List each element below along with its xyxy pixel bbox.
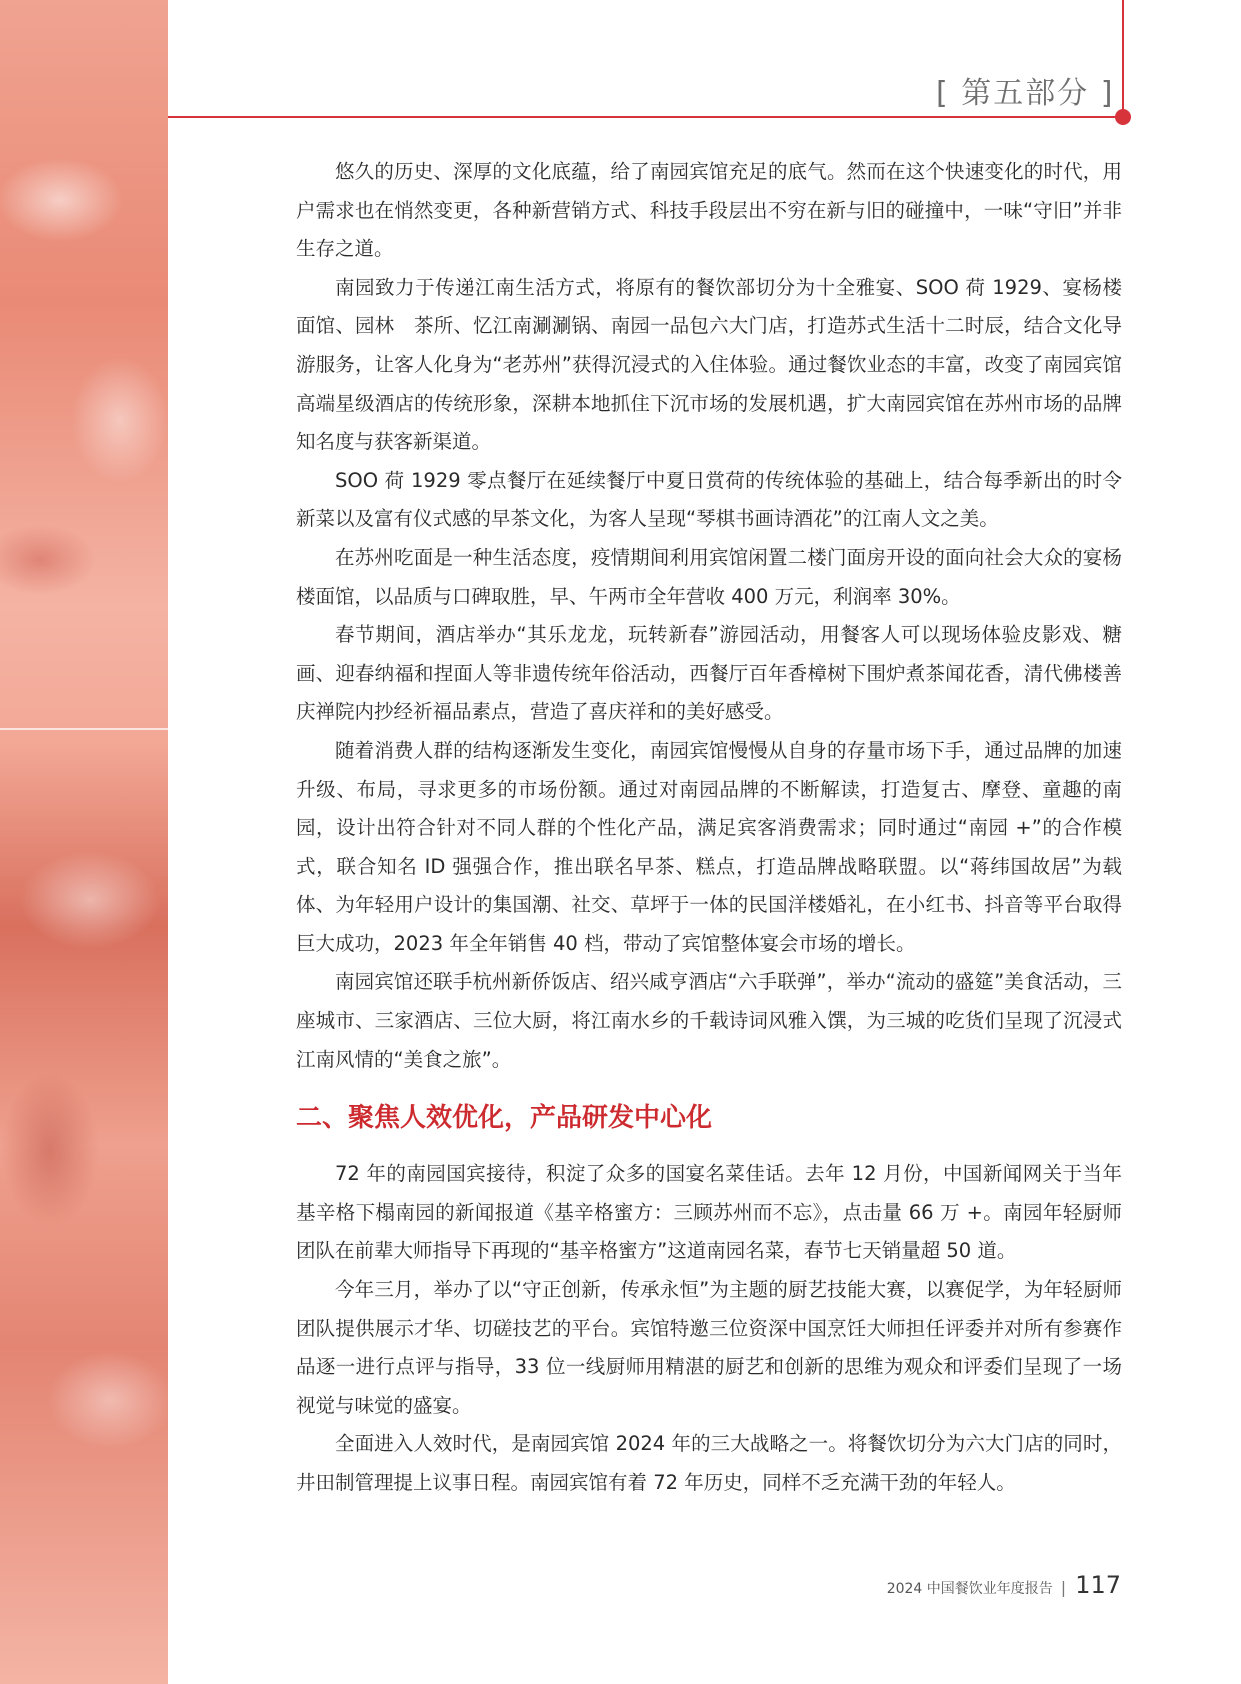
paragraph: 随着消费人群的结构逐渐发生变化，南园宾馆慢慢从自身的存量市场下手，通过品牌的加速升级、布局，寻求更多的市场份额。通过对南园品牌的不断解读，打造复古、摩登、童趣的南园，设计出符合针对不同人群的个性化产品，满足宾客消费需求；同时通过“南园 +”的合作模式，联合知名 ID 强强合作，推出联名早茶、糕点，打造品牌战略联盟。以“蒋纬国故居”为载体、为年轻用户设计的集国潮、社交、草坪于一体的民国洋楼婚礼，在小红书、抖音等平台取得巨大成功，2023 年全年销售 40 档，带动了宾馆整体宴会市场的增长。 bbox=[296, 738, 1122, 955]
paragraph: 72 年的南园国宾接待，积淀了众多的国宴名菜佳话。去年 12 月份，中国新闻网关于当年基辛格下榻南园的新闻报道《基辛格蜜方：三顾苏州而不忘》，点击量 66 万 +。南园年轻厨师团队在前辈大师指导下再现的“基辛格蜜方”这道南园名菜，春节七天销量超 50 道。 bbox=[296, 1162, 1122, 1263]
header-horizontal-rule bbox=[168, 116, 1126, 118]
section-label: [ 第五部分 ] bbox=[936, 76, 1115, 111]
footer-separator: | bbox=[1060, 1578, 1067, 1597]
report-title: 2024 中国餐饮业年度报告 bbox=[886, 1581, 1053, 1597]
paragraph: 南园宾馆还联手杭州新侨饭店、绍兴咸亨酒店“六手联弹”，举办“流动的盛筵”美食活动，三座城市、三家酒店、三位大厨，将江南水乡的千载诗词风雅入馔，为三城的吃货们呈现了沉浸式江南风情的“美食之旅”。 bbox=[296, 970, 1122, 1071]
page-footer bbox=[887, 1571, 1121, 1599]
paragraph: 悠久的历史、深厚的文化底蕴，给了南园宾馆充足的底气。然而在这个快速变化的时代，用户需求也在悄然变更，各种新营销方式、科技手段层出不穷在新与旧的碰撞中，一味“守旧”并非生存之道。 bbox=[296, 160, 1122, 261]
header-vertical-rule bbox=[1122, 0, 1124, 114]
paragraph: 今年三月，举办了以“守正创新，传承永恒”为主题的厨艺技能大赛，以赛促学，为年轻厨师团队提供展示才华、切磋技艺的平台。宾馆特邀三位资深中国烹饪大师担任评委并对所有参赛作品逐一进行点评与指导，33 位一线厨师用精湛的厨艺和创新的思维为观众和评委们呈现了一场视觉与味觉的盛宴。 bbox=[296, 1278, 1122, 1417]
side-photo-strip bbox=[0, 0, 168, 1684]
section-heading: 二、聚焦人效优化，产品研发中心化 bbox=[296, 1103, 713, 1134]
page-number: 117 bbox=[1075, 1571, 1121, 1599]
paragraph: 在苏州吃面是一种生活态度，疫情期间利用宾馆闲置二楼门面房开设的面向社会大众的宴杨楼面馆，以品质与口碑取胜，早、午两市全年营收 400 万元，利润率 30%。 bbox=[296, 545, 1122, 608]
paragraph: SOO 荷 1929 零点餐厅在延续餐厅中夏日赏荷的传统体验的基础上，结合每季新出的时令新菜以及富有仪式感的早茶文化，为客人呈现“琴棋书画诗酒花”的江南人文之美。 bbox=[296, 468, 1122, 531]
paragraph: 春节期间，酒店举办“其乐龙龙，玩转新春”游园活动，用餐客人可以现场体验皮影戏、糖画、迎春纳福和捏面人等非遗传统年俗活动，西餐厅百年香樟树下围炉煮茶闻花香，清代佛楼善庆禅院内抄经祈福品素点，营造了喜庆祥和的美好感受。 bbox=[296, 623, 1122, 724]
article-body bbox=[296, 153, 1122, 1503]
paragraph: 全面进入人效时代，是南园宾馆 2024 年的三大战略之一。将餐饮切分为六大门店的同时，井田制管理提上议事日程。南园宾馆有着 72 年历史，同样不乏充满干劲的年轻人。 bbox=[296, 1432, 1122, 1494]
header-rule-dot bbox=[1115, 109, 1131, 125]
paragraph: 南园致力于传递江南生活方式，将原有的餐饮部切分为十全雅宴、SOO 荷 1929、宴杨楼面馆、园林 茶所、忆江南涮涮锅、南园一品包六大门店，打造苏式生活十二时辰，结合文化导游服务，让客人化身为“老苏州”获得沉浸式的入住体验。通过餐饮业态的丰富，改变了南园宾馆高端星级酒店的传统形象，深耕本地抓住下沉市场的发展机遇，扩大南园宾馆在苏州市场的品牌知名度与获客新渠道。 bbox=[296, 275, 1122, 454]
